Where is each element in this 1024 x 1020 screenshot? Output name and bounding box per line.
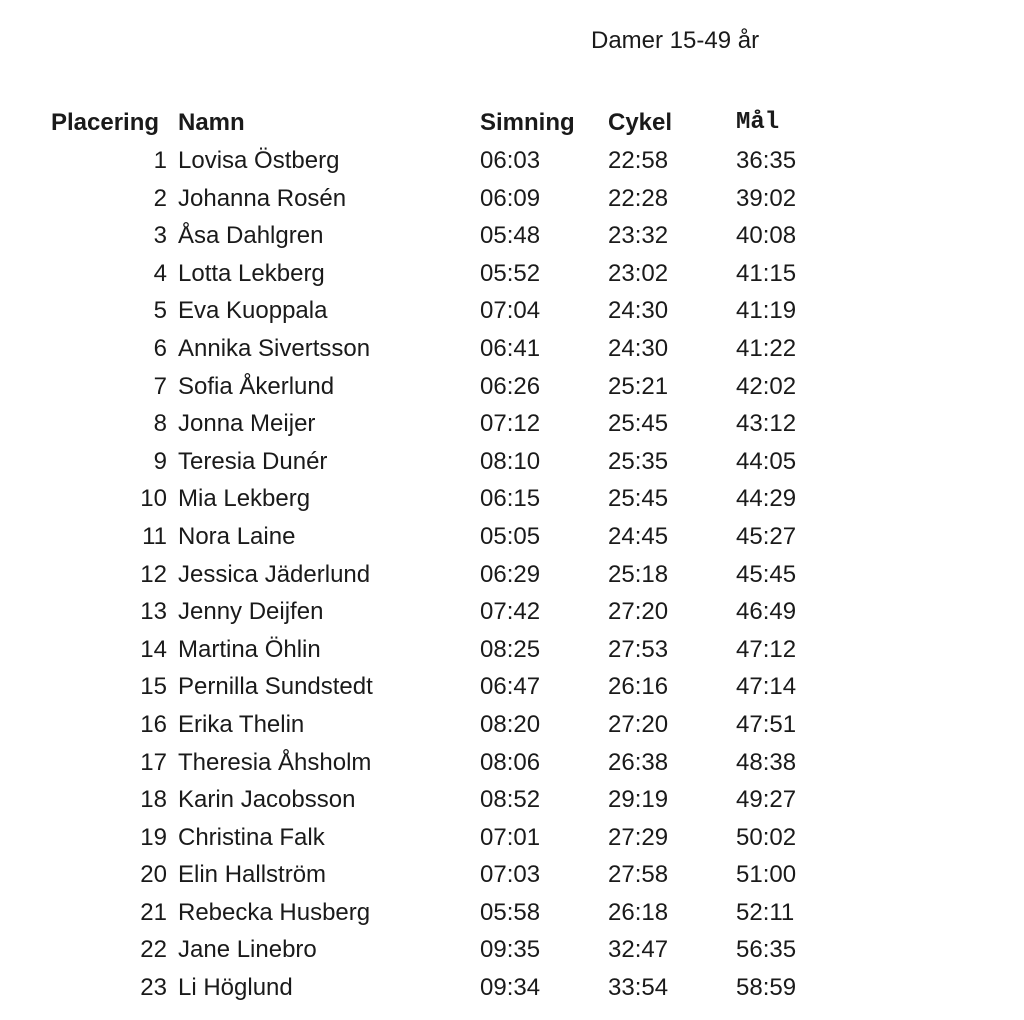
cell-namn: Erika Thelin bbox=[178, 710, 305, 738]
cell-mal: 47:51 bbox=[736, 710, 797, 738]
cell-namn: Johanna Rosén bbox=[178, 184, 347, 212]
cell-cykel: 22:58 bbox=[608, 147, 669, 174]
cell-cykel: 27:20 bbox=[608, 598, 669, 626]
cell-mal: 41:22 bbox=[736, 334, 797, 362]
cell-namn: Rebecka Husberg bbox=[178, 898, 371, 926]
header-cykel: Cykel bbox=[608, 109, 673, 136]
cell-cykel: 32:47 bbox=[608, 936, 669, 964]
table-row bbox=[0, 595, 1024, 633]
cell-namn: Lotta Lekberg bbox=[178, 259, 325, 287]
cell-placering: 12 bbox=[140, 560, 167, 588]
table-row bbox=[0, 896, 1024, 934]
cell-mal: 58:59 bbox=[736, 974, 797, 1002]
cell-namn: Sofia Åkerlund bbox=[178, 372, 335, 400]
table-row bbox=[0, 746, 1024, 784]
table-row bbox=[0, 821, 1024, 859]
table-header-row bbox=[0, 106, 1024, 142]
cell-placering: 8 bbox=[153, 410, 167, 438]
cell-namn: Karin Jacobsson bbox=[178, 786, 356, 814]
cell-cykel: 29:19 bbox=[608, 786, 669, 814]
cell-mal: 44:05 bbox=[736, 447, 797, 475]
cell-cykel: 25:45 bbox=[608, 410, 669, 438]
cell-simning: 08:06 bbox=[480, 748, 541, 776]
cell-cykel: 26:18 bbox=[608, 898, 669, 926]
cell-mal: 47:12 bbox=[736, 635, 797, 663]
cell-simning: 07:03 bbox=[480, 861, 541, 889]
cell-placering: 13 bbox=[140, 598, 167, 626]
cell-mal: 46:49 bbox=[736, 598, 797, 626]
table-row bbox=[0, 558, 1024, 596]
cell-placering: 1 bbox=[153, 147, 167, 174]
cell-simning: 09:35 bbox=[480, 936, 541, 964]
table-row bbox=[0, 670, 1024, 708]
cell-cykel: 27:53 bbox=[608, 635, 669, 663]
cell-simning: 06:09 bbox=[480, 184, 541, 212]
table-row bbox=[0, 482, 1024, 520]
cell-mal: 45:27 bbox=[736, 522, 797, 550]
cell-placering: 16 bbox=[140, 710, 167, 738]
cell-mal: 41:15 bbox=[736, 259, 797, 287]
table-row bbox=[0, 633, 1024, 671]
cell-simning: 08:52 bbox=[480, 786, 541, 814]
cell-namn: Mia Lekberg bbox=[178, 485, 311, 513]
cell-namn: Jessica Jäderlund bbox=[178, 560, 371, 588]
table-row bbox=[0, 407, 1024, 445]
cell-simning: 05:05 bbox=[480, 522, 541, 550]
cell-namn: Åsa Dahlgren bbox=[178, 222, 324, 250]
cell-namn: Christina Falk bbox=[178, 823, 325, 851]
cell-placering: 18 bbox=[140, 786, 167, 814]
cell-namn: Teresia Dunér bbox=[178, 447, 328, 475]
header-namn: Namn bbox=[178, 109, 245, 136]
cell-simning: 07:04 bbox=[480, 297, 541, 325]
cell-cykel: 23:02 bbox=[608, 259, 669, 287]
cell-namn: Li Höglund bbox=[178, 974, 293, 1002]
cell-cykel: 25:18 bbox=[608, 560, 669, 588]
cell-placering: 14 bbox=[140, 635, 167, 663]
table-row bbox=[0, 783, 1024, 821]
cell-simning: 09:34 bbox=[480, 974, 541, 1002]
cell-placering: 11 bbox=[142, 522, 167, 550]
cell-mal: 40:08 bbox=[736, 222, 797, 250]
cell-mal: 50:02 bbox=[736, 823, 797, 851]
cell-cykel: 25:21 bbox=[608, 372, 669, 400]
table-row bbox=[0, 520, 1024, 558]
cell-cykel: 33:54 bbox=[608, 974, 669, 1002]
cell-cykel: 25:45 bbox=[608, 485, 669, 513]
cell-placering: 4 bbox=[153, 259, 167, 287]
cell-placering: 19 bbox=[140, 823, 167, 851]
cell-placering: 5 bbox=[153, 297, 167, 325]
table-row bbox=[0, 933, 1024, 971]
table-row bbox=[0, 971, 1024, 1009]
cell-namn: Theresia Åhsholm bbox=[178, 748, 372, 776]
cell-simning: 05:48 bbox=[480, 222, 541, 250]
cell-cykel: 27:20 bbox=[608, 710, 669, 738]
table-body bbox=[0, 144, 1024, 1009]
cell-placering: 7 bbox=[153, 372, 167, 400]
cell-mal: 43:12 bbox=[736, 410, 797, 438]
cell-namn: Jenny Deijfen bbox=[178, 598, 324, 626]
cell-cykel: 26:16 bbox=[608, 673, 669, 701]
cell-placering: 21 bbox=[140, 898, 167, 926]
table-row bbox=[0, 144, 1024, 182]
cell-simning: 05:52 bbox=[480, 259, 541, 287]
cell-namn: Jane Linebro bbox=[178, 936, 317, 964]
table-row bbox=[0, 332, 1024, 370]
cell-namn: Eva Kuoppala bbox=[178, 297, 328, 325]
cell-placering: 15 bbox=[140, 673, 167, 701]
table-row bbox=[0, 294, 1024, 332]
cell-simning: 08:20 bbox=[480, 710, 541, 738]
cell-mal: 39:02 bbox=[736, 184, 797, 212]
cell-mal: 42:02 bbox=[736, 372, 797, 400]
cell-mal: 52:11 bbox=[736, 898, 795, 926]
cell-simning: 06:41 bbox=[480, 334, 541, 362]
cell-namn: Pernilla Sundstedt bbox=[178, 673, 373, 701]
header-simning: Simning bbox=[480, 109, 575, 136]
cell-cykel: 26:38 bbox=[608, 748, 669, 776]
cell-namn: Elin Hallström bbox=[178, 861, 327, 889]
cell-simning: 06:47 bbox=[480, 673, 541, 701]
cell-mal: 45:45 bbox=[736, 560, 797, 588]
cell-placering: 22 bbox=[140, 936, 167, 964]
cell-namn: Martina Öhlin bbox=[178, 635, 321, 663]
results-table bbox=[0, 106, 1024, 1009]
cell-placering: 10 bbox=[140, 485, 167, 513]
cell-simning: 07:12 bbox=[480, 410, 541, 438]
header-mal: Mål bbox=[736, 109, 780, 136]
cell-simning: 08:10 bbox=[480, 447, 541, 475]
cell-cykel: 24:30 bbox=[608, 334, 669, 362]
page-title: Damer 15-49 år bbox=[591, 27, 760, 54]
cell-simning: 06:03 bbox=[480, 147, 541, 174]
cell-cykel: 27:29 bbox=[608, 823, 669, 851]
cell-simning: 06:26 bbox=[480, 372, 541, 400]
cell-simning: 07:42 bbox=[480, 598, 541, 626]
cell-placering: 17 bbox=[140, 748, 167, 776]
table-row bbox=[0, 858, 1024, 896]
table-row bbox=[0, 370, 1024, 408]
header-placering: Placering bbox=[51, 109, 160, 136]
cell-placering: 3 bbox=[153, 222, 167, 250]
cell-placering: 2 bbox=[153, 184, 167, 212]
cell-namn: Lovisa Östberg bbox=[178, 147, 340, 174]
cell-placering: 20 bbox=[140, 861, 167, 889]
cell-simning: 07:01 bbox=[480, 823, 541, 851]
cell-mal: 51:00 bbox=[736, 861, 797, 889]
cell-placering: 23 bbox=[140, 974, 167, 1002]
cell-cykel: 22:28 bbox=[608, 184, 669, 212]
cell-mal: 47:14 bbox=[736, 673, 797, 701]
cell-cykel: 23:32 bbox=[608, 222, 669, 250]
cell-namn: Annika Sivertsson bbox=[178, 334, 371, 362]
cell-simning: 06:29 bbox=[480, 560, 541, 588]
cell-mal: 44:29 bbox=[736, 485, 797, 513]
cell-placering: 6 bbox=[153, 334, 167, 362]
table-row bbox=[0, 708, 1024, 746]
cell-mal: 41:19 bbox=[736, 297, 797, 325]
cell-namn: Jonna Meijer bbox=[178, 410, 316, 438]
cell-cykel: 25:35 bbox=[608, 447, 669, 475]
cell-simning: 06:15 bbox=[480, 485, 541, 513]
cell-cykel: 27:58 bbox=[608, 861, 669, 889]
cell-simning: 05:58 bbox=[480, 898, 541, 926]
table-row bbox=[0, 219, 1024, 257]
cell-simning: 08:25 bbox=[480, 635, 541, 663]
cell-mal: 56:35 bbox=[736, 936, 797, 964]
cell-cykel: 24:45 bbox=[608, 522, 669, 550]
table-row bbox=[0, 445, 1024, 483]
cell-mal: 49:27 bbox=[736, 786, 797, 814]
cell-cykel: 24:30 bbox=[608, 297, 669, 325]
cell-mal: 48:38 bbox=[736, 748, 797, 776]
cell-namn: Nora Laine bbox=[178, 522, 296, 550]
cell-mal: 36:35 bbox=[736, 147, 797, 174]
cell-placering: 9 bbox=[153, 447, 167, 475]
table-row bbox=[0, 257, 1024, 295]
table-row bbox=[0, 182, 1024, 220]
